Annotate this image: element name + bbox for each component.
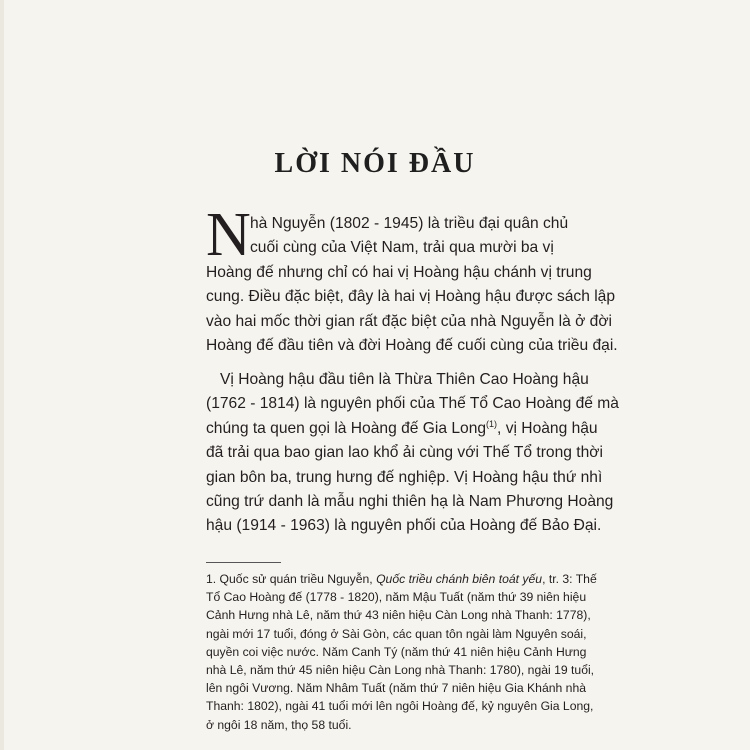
paragraph-line: Hoàng đế đầu tiên và đời Hoàng đế cuối cùng của triều đại.: [206, 337, 618, 355]
drop-cap: N: [206, 201, 251, 269]
footnote-line: ngài mới 17 tuổi, đóng ở Sài Gòn, các quan tôn ngài làm Nguyên soái,: [206, 626, 587, 641]
footnote-text: , tr. 3: Thế: [542, 572, 597, 586]
footnote-divider: [206, 562, 281, 563]
paragraph-2: [206, 368, 619, 539]
footnote-text: 1. Quốc sử quán triều Nguyễn,: [206, 572, 377, 586]
footnote-marker: (1): [486, 418, 498, 429]
footnote-line: nhà Lê, năm thứ 45 niên hiệu Càn Long nhà Thanh: 1780), ngài 19 tuổi,: [206, 663, 595, 678]
paragraph-line: cung. Điều đặc biệt, đây là hai vị Hoàng hậu được sách lập: [206, 288, 616, 306]
book-title: Quốc triều chánh biên toát yếu: [376, 572, 543, 586]
paragraph-line: [206, 417, 598, 441]
paragraph-line: đã trải qua bao gian lao khổ ải cùng với Thế Tổ trong thời: [206, 444, 603, 462]
paragraph-line: Vị Hoàng hậu đầu tiên là Thừa Thiên Cao Hoàng hậu: [220, 371, 589, 388]
footnote-line: [206, 570, 597, 588]
paragraph-line-text: chúng ta quen gọi là Hoàng đế Gia Long: [206, 419, 487, 437]
paragraph-line-text: , vị Hoàng hậu: [497, 419, 598, 437]
footnote-line: Tổ Cao Hoàng đế (1778 - 1820), năm Mậu Tuất (năm thứ 39 niên hiệu: [206, 590, 587, 605]
paragraph-line: gian bôn ba, trung hưng đế nghiệp. Vị Hoàng hậu thứ nhì: [206, 468, 603, 486]
paragraph-line: cuối cùng của Việt Nam, trải qua mười ba vị: [250, 239, 554, 257]
footnote-line: ở ngôi 18 năm, thọ 58 tuổi.: [206, 717, 352, 732]
footnote-line: Cảnh Hưng nhà Lê, năm thứ 43 niên hiệu Càn Long nhà Thanh: 1778),: [206, 608, 591, 623]
paragraph-1: [206, 212, 618, 358]
page-title: LỜI NÓI ĐẦU: [274, 148, 476, 179]
footnote-line: Thanh: 1802), ngài 41 tuổi mới lên ngôi Hoàng đế, kỷ nguyên Gia Long,: [206, 699, 594, 714]
footnote: [206, 570, 597, 734]
footnote-line: quyền coi việc nước. Năm Canh Tý (năm thứ 41 niên hiệu Cảnh Hưng: [206, 644, 587, 659]
paragraph-line: Hoàng đế nhưng chỉ có hai vị Hoàng hậu chánh vị trung: [206, 263, 592, 281]
paragraph-line: (1762 - 1814) là nguyên phối của Thế Tổ Cao Hoàng đế mà: [206, 395, 619, 413]
paragraph-line: vào hai mốc thời gian rất đặc biệt của nhà Nguyễn là ở đời: [206, 312, 613, 330]
paragraph-line: hà Nguyễn (1802 - 1945) là triều đại quân chủ: [250, 215, 569, 232]
footnote-line: lên ngôi Vương. Năm Nhâm Tuất (năm thứ 7 niên hiệu Gia Khánh nhà: [206, 681, 586, 696]
paragraph-line: hậu (1914 - 1963) là nguyên phối của Hoàng đế Bảo Đại.: [206, 517, 602, 535]
paragraph-line: cũng trứ danh là mẫu nghi thiên hạ là Nam Phương Hoàng: [206, 493, 614, 511]
page-edge: [0, 0, 4, 750]
